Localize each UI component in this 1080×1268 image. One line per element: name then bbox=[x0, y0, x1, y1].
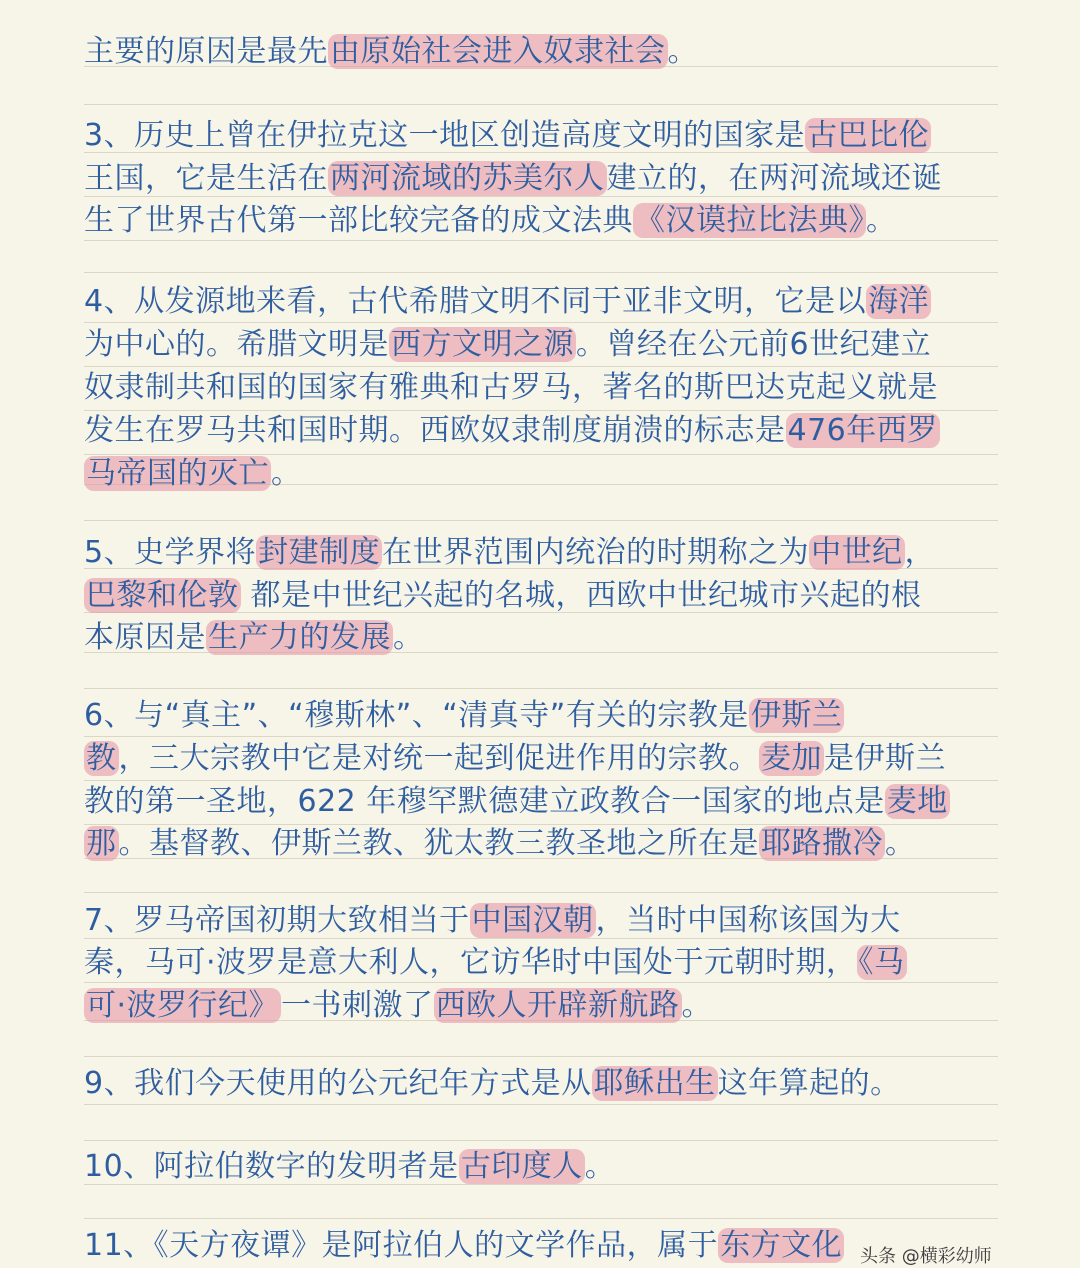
note-line bbox=[84, 409, 1004, 453]
note-text: 为中心的。希腊文明是 bbox=[84, 327, 389, 362]
note-text: 秦，马可·波罗是意大利人，它访华时中国处于元朝时期， bbox=[84, 945, 857, 980]
note-text: 在世界范围内统治的时期称之为 bbox=[382, 535, 810, 570]
highlighted-text: 中世纪 bbox=[811, 535, 903, 570]
highlighted-text: 西欧人开辟新航路 bbox=[435, 988, 680, 1023]
note-line bbox=[84, 737, 1004, 781]
note-line bbox=[84, 199, 1004, 243]
note-text: 。 bbox=[866, 203, 897, 238]
note-text: 6、与“真主”、“穆斯林”、“清真寺”有关的宗教是 bbox=[84, 698, 749, 733]
note-line bbox=[84, 1145, 1004, 1189]
highlighted-text: 由原始社会进入奴隶社会 bbox=[330, 34, 666, 69]
note-text: 3、历史上曾在伊拉克这一地区创造高度文明的国家是 bbox=[84, 118, 806, 153]
note-line bbox=[84, 531, 1004, 575]
note-text: ， bbox=[904, 535, 936, 570]
note-text: 。 bbox=[271, 456, 302, 491]
note-line bbox=[84, 366, 1004, 410]
highlighted-text: 《马 bbox=[858, 945, 905, 980]
note-text: 。基督教、伊斯兰教、犹太教三教圣地之所在是 bbox=[118, 826, 759, 861]
note-line bbox=[84, 452, 1004, 496]
note-line bbox=[84, 822, 1004, 866]
note-text: 一书刺激了 bbox=[281, 988, 434, 1023]
note-text: 生了世界古代第一部比较完备的成文法典 bbox=[84, 203, 633, 238]
highlighted-text: 《汉谟拉比法典》 bbox=[635, 203, 864, 238]
highlighted-text: 可·波罗行纪》 bbox=[86, 988, 280, 1023]
note-text: 4、从发源地来看，古代希腊文明不同于亚非文明，它是以 bbox=[84, 284, 867, 319]
note-text: 这年算起的。 bbox=[717, 1066, 901, 1101]
note-line bbox=[84, 941, 1004, 985]
rule-line bbox=[84, 1140, 998, 1141]
highlighted-text: 麦加 bbox=[761, 741, 822, 776]
highlighted-text: 耶稣出生 bbox=[593, 1066, 716, 1101]
rule-line bbox=[84, 104, 998, 105]
highlighted-text: 东方文化 bbox=[720, 1228, 843, 1263]
note-text: 5、史学界将 bbox=[84, 535, 257, 570]
note-text: 王国，它是生活在 bbox=[84, 161, 328, 196]
note-text: 。 bbox=[667, 34, 698, 69]
note-line bbox=[84, 984, 1004, 1028]
highlighted-text: 海洋 bbox=[868, 284, 930, 319]
note-line bbox=[84, 899, 1004, 943]
highlighted-text: 马帝国的灭亡 bbox=[86, 456, 269, 491]
highlighted-text: 麦地 bbox=[886, 784, 948, 819]
note-line bbox=[84, 323, 1004, 367]
note-text: 7、罗马帝国初期大致相当于 bbox=[84, 903, 470, 938]
highlighted-text: 中国汉朝 bbox=[471, 903, 594, 938]
highlighted-text: 巴黎和伦敦 bbox=[86, 578, 239, 613]
note-line bbox=[84, 1062, 1004, 1106]
note-text: 建立的，在两河流域还诞 bbox=[606, 161, 942, 196]
note-text: 。 bbox=[584, 1149, 616, 1184]
note-text: 。 bbox=[681, 988, 713, 1023]
highlighted-text: 教 bbox=[86, 741, 117, 776]
note-text: 是伊斯兰 bbox=[824, 741, 946, 776]
note-text: 都是中世纪兴起的名城，西欧中世纪城市兴起的根 bbox=[240, 578, 922, 613]
highlighted-text: 476年西罗 bbox=[787, 413, 938, 448]
note-text: 9、我们今天使用的公元纪年方式是从 bbox=[84, 1066, 592, 1101]
highlighted-text: 耶路撒冷 bbox=[761, 826, 883, 861]
highlighted-text: 伊斯兰 bbox=[750, 698, 843, 733]
note-line bbox=[84, 114, 1004, 158]
note-line bbox=[84, 157, 1004, 201]
rule-line bbox=[84, 688, 998, 689]
highlighted-text: 古印度人 bbox=[460, 1149, 583, 1184]
note-text: ，当时中国称该国为大 bbox=[595, 903, 901, 938]
note-text: 主要的原因是最先 bbox=[84, 34, 328, 69]
note-text: 教的第一圣地，622 年穆罕默德建立政教合一国家的地点是 bbox=[84, 784, 885, 819]
rule-line bbox=[84, 520, 998, 521]
rule-line bbox=[84, 272, 998, 273]
note-line bbox=[84, 30, 1004, 74]
note-text: 。 bbox=[885, 826, 916, 861]
note-line bbox=[84, 780, 1004, 824]
note-text: 。 bbox=[393, 620, 424, 655]
note-text: 奴隶制共和国的国家有雅典和古罗马，著名的斯巴达克起义就是 bbox=[84, 370, 938, 405]
highlighted-text: 西方文明之源 bbox=[391, 327, 574, 362]
note-text: 本原因是 bbox=[84, 620, 206, 655]
rule-line bbox=[84, 1056, 998, 1057]
highlighted-text: 古巴比伦 bbox=[807, 118, 930, 153]
highlighted-text: 封建制度 bbox=[258, 535, 381, 570]
note-line bbox=[84, 694, 1004, 738]
rule-line bbox=[84, 892, 998, 893]
note-text: 11、《天方夜谭》是阿拉伯人的文学作品，属于 bbox=[84, 1228, 719, 1263]
highlighted-text: 那 bbox=[86, 826, 117, 861]
note-line bbox=[84, 280, 1004, 324]
rule-line bbox=[84, 1218, 998, 1219]
highlighted-text: 两河流域的苏美尔人 bbox=[330, 161, 605, 196]
note-text: 。曾经在公元前6世纪建立 bbox=[576, 327, 932, 362]
watermark-text: 头条 @横彩幼师 bbox=[860, 1246, 992, 1267]
note-text: ，三大宗教中它是对统一起到促进作用的宗教。 bbox=[118, 741, 759, 776]
note-line bbox=[84, 574, 1004, 618]
highlighted-text: 生产力的发展 bbox=[208, 620, 391, 655]
note-text: 10、阿拉伯数字的发明者是 bbox=[84, 1149, 459, 1184]
note-line bbox=[84, 616, 1004, 660]
note-text: 发生在罗马共和国时期。西欧奴隶制度崩溃的标志是 bbox=[84, 413, 786, 448]
